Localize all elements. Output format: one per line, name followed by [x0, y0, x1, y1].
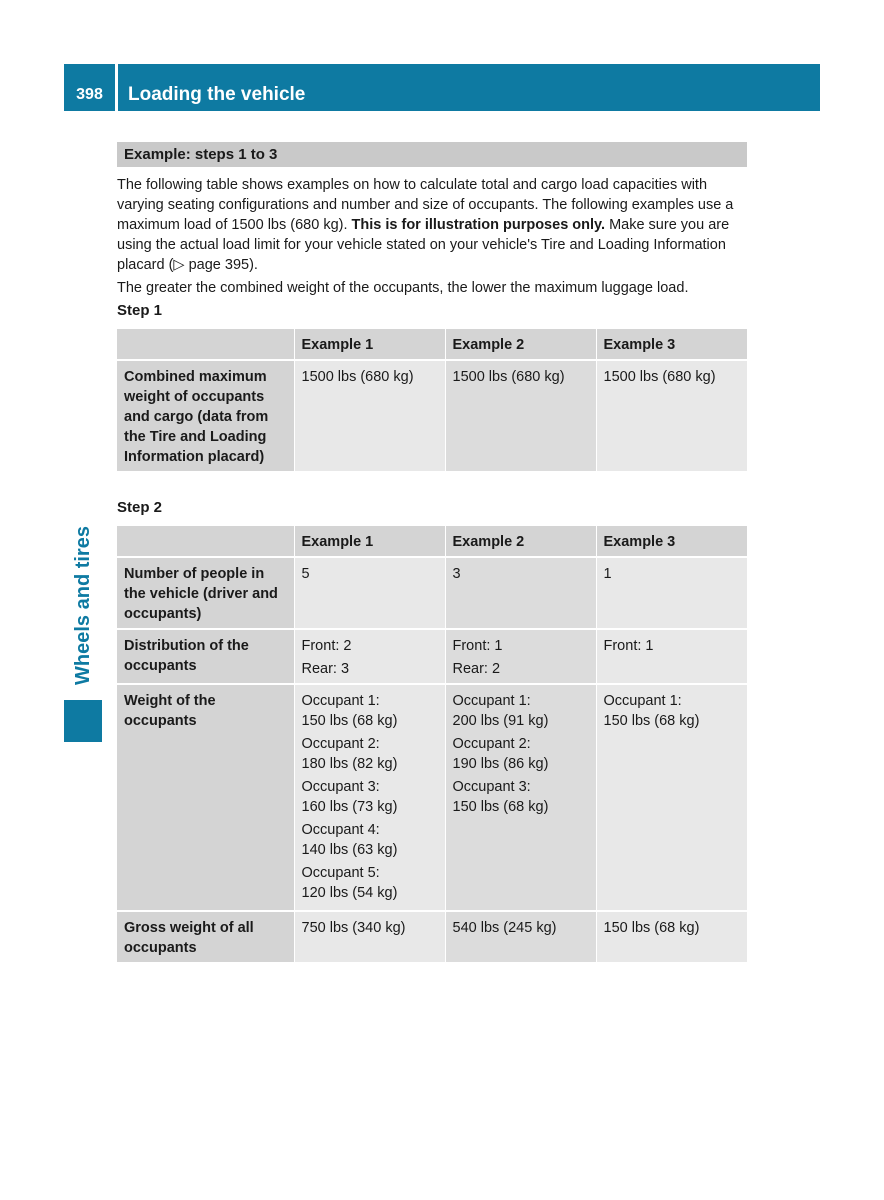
table-row — [117, 911, 747, 963]
intro-text-1: The following table shows examples on how to calculate total and cargo load capacities with varying seating configurations and number and size of occupants. The following examples use a maximum load of 1500 lbs (680 kg). — [117, 177, 734, 233]
table-cell: 1 — [596, 557, 747, 629]
table-cell — [596, 684, 747, 911]
occupant-weight: 150 lbs (68 kg) — [301, 713, 398, 729]
step2-label: Step 2 — [117, 499, 163, 516]
table-cell: 1500 lbs (680 kg) — [596, 360, 747, 472]
occupant-entry — [453, 734, 589, 774]
cell-line: Front: 1 — [603, 638, 654, 654]
occupant-weight: 150 lbs (68 kg) — [452, 799, 549, 815]
main-content — [117, 142, 747, 964]
occupant-weight: 140 lbs (63 kg) — [301, 842, 398, 858]
occupant-entry — [302, 691, 438, 731]
intro-paragraph-2: The greater the combined weight of the occupants, the lower the maximum luggage load. — [117, 280, 689, 296]
table-cell: 3 — [445, 557, 596, 629]
occupant-label: Occupant 3: — [452, 779, 531, 795]
cell-line: Front: 1 — [452, 638, 503, 654]
column-header: Example 2 — [445, 329, 596, 360]
occupant-weight: 120 lbs (54 kg) — [301, 885, 398, 901]
step2-table — [117, 526, 748, 964]
occupant-entry — [453, 691, 589, 731]
occupant-entry — [453, 777, 589, 817]
side-tab-label: Wheels and tires — [71, 525, 94, 685]
occupant-entry — [302, 734, 438, 774]
column-header — [117, 526, 294, 557]
column-header: Example 3 — [596, 329, 747, 360]
table-cell — [294, 684, 445, 911]
cell-line: Rear: 2 — [452, 661, 501, 677]
step1-table — [117, 329, 748, 473]
occupant-label: Occupant 1: — [301, 693, 380, 709]
table-header-row — [117, 329, 747, 360]
table-cell: 1500 lbs (680 kg) — [445, 360, 596, 472]
header-divider — [115, 64, 118, 111]
occupant-weight: 160 lbs (73 kg) — [301, 799, 398, 815]
row-header: Gross weight of all occupants — [117, 911, 294, 963]
side-tab — [64, 520, 102, 690]
table-row — [117, 360, 747, 472]
intro-paragraph — [117, 175, 747, 275]
table-cell: 5 — [294, 557, 445, 629]
occupant-label: Occupant 4: — [301, 822, 380, 838]
occupant-label: Occupant 2: — [301, 736, 380, 752]
page-title: Loading the vehicle — [128, 84, 306, 105]
occupant-label: Occupant 1: — [452, 693, 531, 709]
row-header: Distribution of the occupants — [117, 629, 294, 684]
table-row — [117, 557, 747, 629]
column-header: Example 1 — [294, 526, 445, 557]
occupant-entry — [302, 777, 438, 817]
table-cell: 150 lbs (68 kg) — [596, 911, 747, 963]
page-reference-link[interactable]: page 395). — [184, 257, 258, 273]
table-row — [117, 629, 747, 684]
page-reference-arrow-icon: ▷ — [173, 257, 185, 273]
table-cell: 1500 lbs (680 kg) — [294, 360, 445, 472]
side-tab-marker — [64, 700, 102, 742]
occupant-entry — [604, 691, 740, 731]
table-cell: 750 lbs (340 kg) — [294, 911, 445, 963]
table-cell — [445, 629, 596, 684]
intro-text-2: Make sure you are using the actual load limit for your vehicle stated on your vehicle's Tire and Loading Information placard ( — [117, 217, 730, 273]
occupant-weight: 180 lbs (82 kg) — [301, 756, 398, 772]
intro-emphasis: This is for illustration purposes only. — [351, 217, 606, 233]
column-header: Example 2 — [445, 526, 596, 557]
occupant-entry — [302, 863, 438, 903]
row-header: Weight of the occupants — [117, 684, 294, 911]
occupant-weight: 200 lbs (91 kg) — [452, 713, 549, 729]
occupant-label: Occupant 3: — [301, 779, 380, 795]
column-header — [117, 329, 294, 360]
step1-label: Step 1 — [117, 302, 163, 319]
occupant-label: Occupant 5: — [301, 865, 380, 881]
table-header-row — [117, 526, 747, 557]
table-cell — [596, 629, 747, 684]
column-header: Example 1 — [294, 329, 445, 360]
occupant-entry — [302, 820, 438, 860]
column-header: Example 3 — [596, 526, 747, 557]
table-cell: 540 lbs (245 kg) — [445, 911, 596, 963]
occupant-weight: 150 lbs (68 kg) — [603, 713, 700, 729]
table-row — [117, 684, 747, 911]
row-header: Combined maximum weight of occupants and cargo (data from the Tire and Loading Information placard) — [117, 360, 294, 472]
cell-line: Rear: 3 — [301, 661, 350, 677]
occupant-label: Occupant 2: — [452, 736, 531, 752]
row-header: Number of people in the vehicle (driver and occupants) — [117, 557, 294, 629]
occupant-weight: 190 lbs (86 kg) — [452, 756, 549, 772]
section-heading: Example: steps 1 to 3 — [117, 142, 747, 167]
table-cell — [294, 629, 445, 684]
table-cell — [445, 684, 596, 911]
occupant-label: Occupant 1: — [603, 693, 682, 709]
cell-line: Front: 2 — [301, 638, 352, 654]
page-number: 398 — [76, 86, 103, 103]
